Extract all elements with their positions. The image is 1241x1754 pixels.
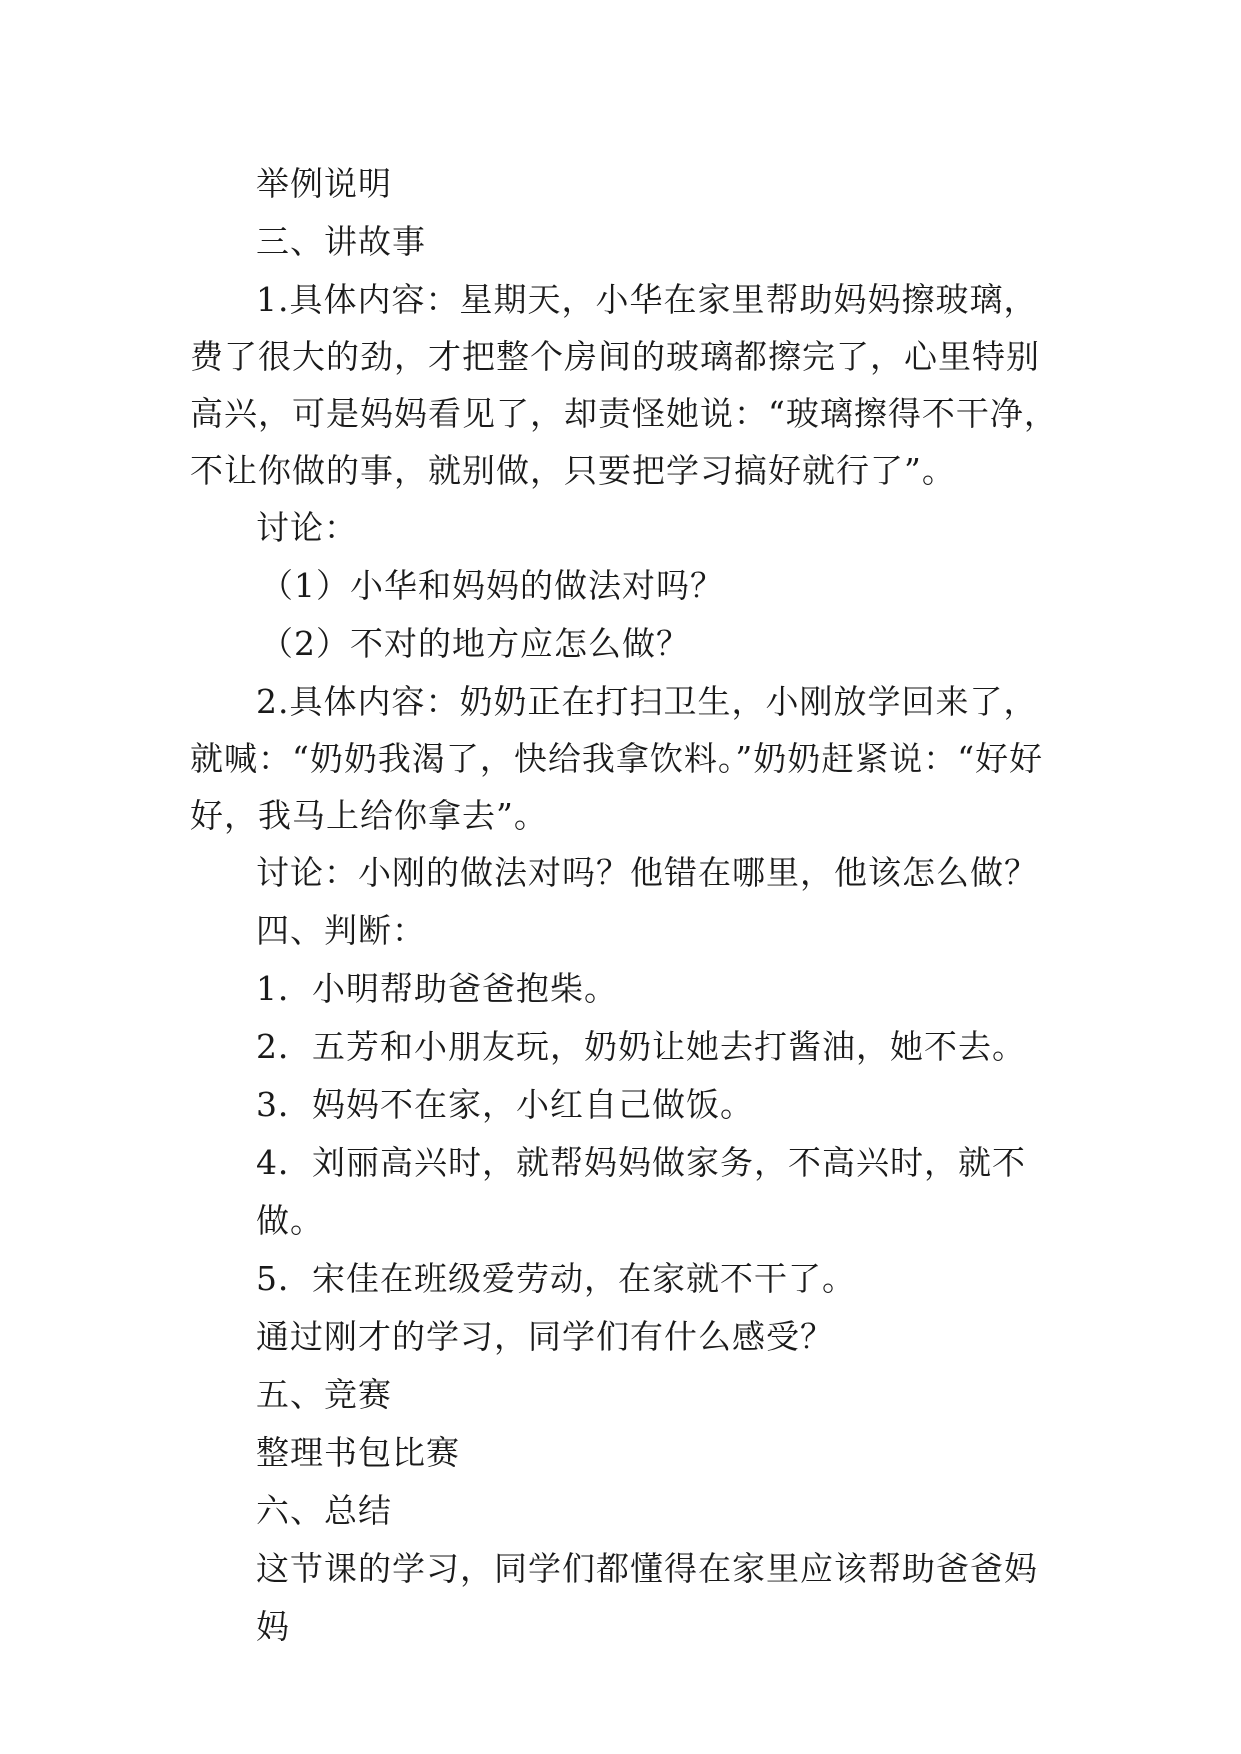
summary-paragraph: 这节课的学习，同学们都懂得在家里应该帮助爸爸妈妈 [256,1549,1038,1646]
story-paragraph-1: 1.具体内容：星期天，小华在家里帮助妈妈擦玻璃，费了很大的劲，才把整个房间的玻璃都擦完了，心里特别高兴，可是妈妈看见了，却责怪她说：“玻璃擦得不干净，不让你做的事，就别做，只要把学习搞好就行了”。 [190,280,1058,490]
section-heading-summary: 六、总结 [256,1491,392,1530]
document-body [190,155,1070,1656]
paragraph-example: 举例说明 [256,164,392,203]
judge-item-5: 5．宋佳在班级爱劳动，在家就不干了。 [256,1259,856,1298]
feeling-question: 通过刚才的学习，同学们有什么感受？ [256,1317,834,1356]
section-heading-story: 三、讲故事 [256,222,426,261]
judge-item-3: 3．妈妈不在家，小红自己做饭。 [256,1085,754,1124]
discussion-paragraph-2: 讨论：小刚的做法对吗？他错在哪里，他该怎么做？ [256,853,1038,892]
judge-item-1: 1．小明帮助爸爸抱柴。 [256,969,618,1008]
section-heading-contest: 五、竞赛 [256,1375,392,1414]
discussion-label: 讨论： [256,508,358,547]
discussion-question-2: （2）不对的地方应怎么做？ [260,624,690,663]
story-paragraph-2: 2.具体内容：奶奶正在打扫卫生，小刚放学回来了，就喊：“奶奶我渴了，快给我拿饮料。”奶奶赶紧说：“好好好，我马上给你拿去”。 [190,682,1044,835]
judge-item-4: 4．刘丽高兴时，就帮妈妈做家务，不高兴时，就不做。 [256,1143,1026,1240]
discussion-question-1: （1）小华和妈妈的做法对吗？ [260,566,724,605]
section-heading-judge: 四、判断： [256,911,426,950]
contest-item: 整理书包比赛 [256,1433,460,1472]
judge-item-2: 2．五芳和小朋友玩，奶奶让她去打酱油，她不去。 [256,1027,1026,1066]
